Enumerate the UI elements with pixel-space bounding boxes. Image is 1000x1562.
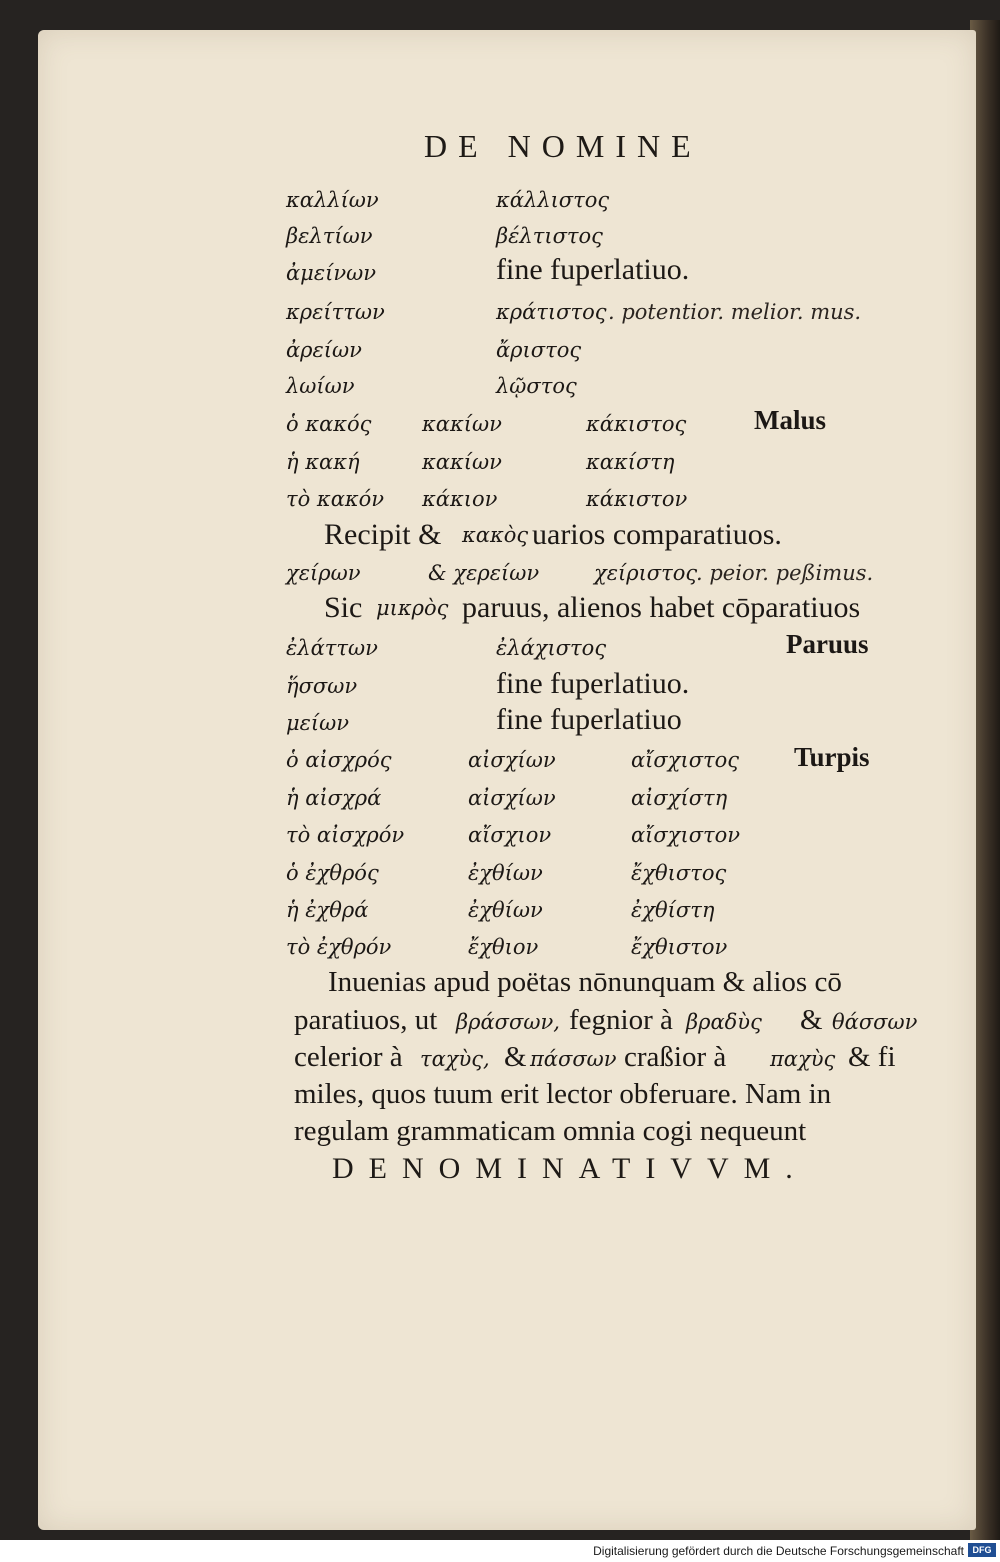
comparative-form: κακίων: [422, 450, 502, 474]
positive-form: ἀμείνων: [286, 261, 376, 285]
greek-word: βράσσων,: [456, 1010, 560, 1034]
gloss-label: Malus: [754, 405, 827, 435]
footer-bar: [0, 1540, 1000, 1562]
dfg-logo: DFG: [968, 1543, 996, 1557]
positive-form: μείων: [286, 711, 350, 735]
greek-word: βραδὺς: [686, 1010, 762, 1034]
positive-form: κρείττων: [286, 300, 385, 324]
latin-text: & fi: [848, 1041, 896, 1073]
superlative-form: ἄριστος: [496, 338, 582, 362]
positive-form: ἡ κακή: [286, 450, 360, 474]
positive-form: τὸ κακόν: [286, 487, 385, 511]
positive-form: ἐλάττων: [286, 636, 378, 660]
superlative-form: αἴσχιστος: [631, 748, 740, 772]
greek-word: κακὸς: [462, 523, 529, 547]
handwritten-gloss: . potentior. melior. mus.: [608, 300, 862, 324]
comparative-form: αἰσχίων: [468, 786, 556, 810]
superlative-form: λῷστος: [496, 374, 577, 398]
positive-form: ὁ ἐχθρός: [286, 861, 379, 885]
paragraph-line: paratiuos, ut: [294, 1004, 438, 1036]
paragraph-line: Inuenias apud poëtas nōnunquam & alios cō: [328, 966, 842, 998]
greek-word: θάσσων: [832, 1010, 918, 1034]
superlative-form: fine fuperlatiuo: [496, 703, 682, 736]
positive-form: λωίων: [286, 374, 355, 398]
latin-text: &: [504, 1041, 527, 1073]
superlative-form: βέλτιστος: [496, 224, 603, 248]
comparative-form: αἴσχιον: [468, 823, 552, 847]
superlative-form: κράτιστος: [496, 300, 607, 324]
comparative-form: αἰσχίων: [468, 748, 556, 772]
running-head: DE NOMINE: [424, 128, 702, 164]
comparative-form: ἐχθίων: [468, 898, 543, 922]
paragraph-line: regulam grammaticam omnia cogi nequeunt: [294, 1115, 807, 1147]
latin-text: Sic: [324, 591, 363, 624]
latin-text: paruus, alienos habet cōparatiuos: [462, 591, 861, 624]
gloss-label: Turpis: [794, 742, 870, 772]
positive-form: ἡ ἐχθρά: [286, 898, 369, 922]
superlative-form: αἰσχίστη: [631, 786, 728, 810]
superlative-form: κακίστη: [586, 450, 675, 474]
gloss-label: Paruus: [786, 629, 869, 659]
paragraph-line: miles, quos tuum erit lector obferuare. Nam in: [294, 1078, 832, 1110]
superlative-form: ἔχθιστον: [631, 935, 728, 959]
greek-word: παχὺς: [770, 1047, 836, 1071]
greek-word: & χερείων: [428, 561, 540, 585]
greek-word: ταχὺς,: [420, 1047, 490, 1071]
latin-text: celerior à: [294, 1041, 403, 1073]
superlative-form: ἐχθίστη: [631, 898, 715, 922]
greek-word: μικρὸς: [376, 596, 449, 620]
positive-form: βελτίων: [286, 224, 373, 248]
greek-word: χείρων: [286, 561, 361, 585]
latin-text: craßior à: [624, 1041, 727, 1073]
superlative-form: ἔχθιστος: [631, 861, 727, 885]
superlative-form: κάκιστον: [586, 487, 688, 511]
latin-text: uarios comparatiuos.: [532, 518, 782, 551]
superlative-form: fine fuperlatiuo.: [496, 253, 690, 286]
book-page: [38, 30, 976, 1530]
positive-form: ἥσσων: [286, 674, 358, 698]
positive-form: ὁ αἰσχρός: [286, 748, 392, 772]
superlative-form: κάκιστος: [586, 412, 687, 436]
positive-form: ἀρείων: [286, 338, 362, 362]
comparative-form: κακίων: [422, 412, 502, 436]
positive-form: τὸ αἰσχρόν: [286, 823, 405, 847]
catchword: DENOMINATIVVM.: [332, 1152, 808, 1185]
handwritten-gloss: . peior. peßimus.: [696, 561, 874, 585]
superlative-form: ἐλάχιστος: [496, 636, 607, 660]
positive-form: καλλίων: [286, 188, 379, 212]
greek-word: χείριστος: [594, 561, 698, 585]
greek-word: πάσσων: [530, 1047, 617, 1071]
latin-text: Recipit &: [324, 518, 442, 551]
funding-credit: Digitalisierung gefördert durch die Deutsche Forschungsgemeinschaft: [593, 1544, 964, 1558]
comparative-form: κάκιον: [422, 487, 498, 511]
superlative-form: αἴσχιστον: [631, 823, 741, 847]
positive-form: τὸ ἐχθρόν: [286, 935, 392, 959]
positive-form: ἡ αἰσχρά: [286, 786, 382, 810]
comparative-form: ἔχθιον: [468, 935, 539, 959]
latin-text: &: [800, 1004, 823, 1036]
latin-text: fegnior à: [569, 1004, 673, 1036]
positive-form: ὁ κακός: [286, 412, 372, 436]
superlative-form: κάλλιστος: [496, 188, 610, 212]
superlative-form: fine fuperlatiuo.: [496, 667, 690, 700]
comparative-form: ἐχθίων: [468, 861, 543, 885]
